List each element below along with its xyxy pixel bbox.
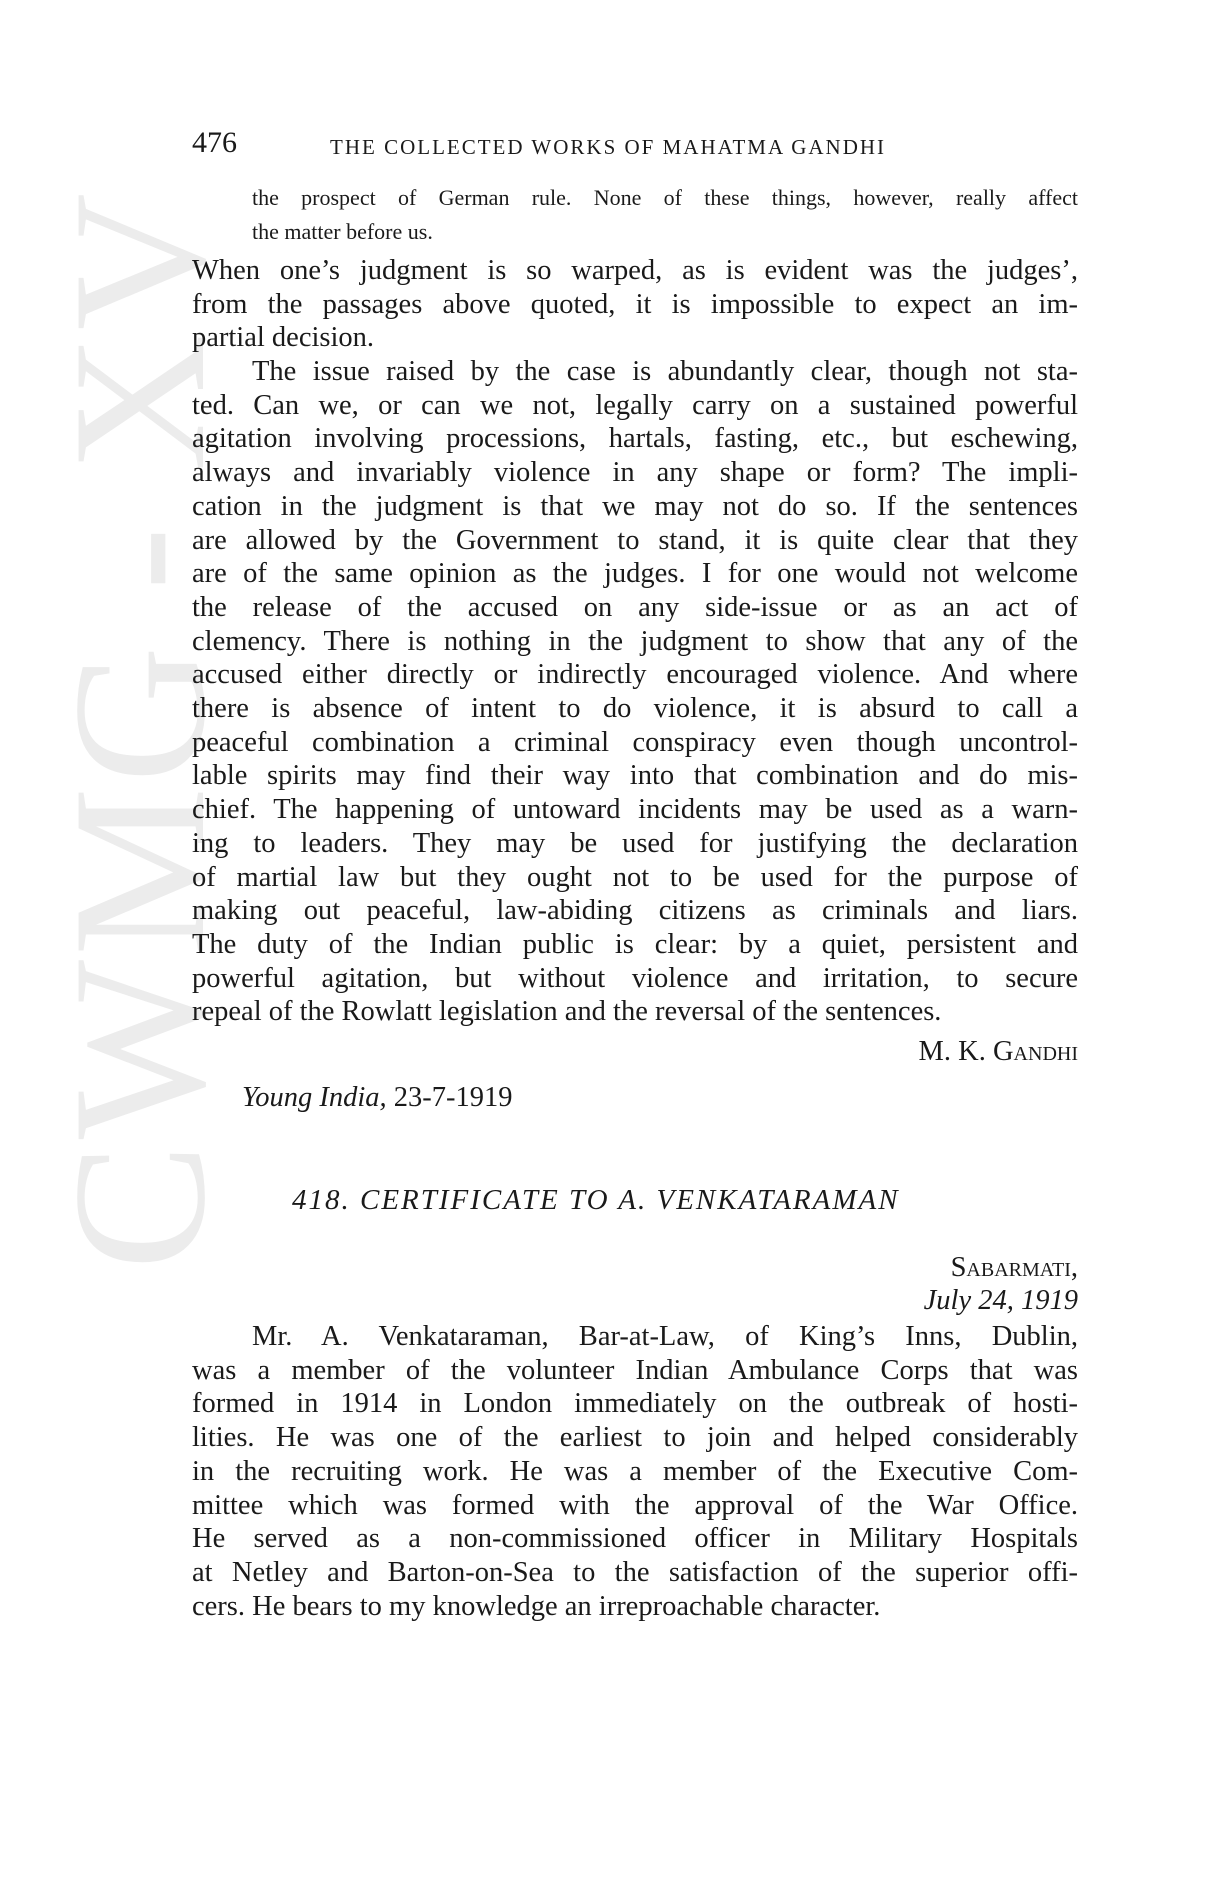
paragraph-issue — [192, 355, 1078, 1029]
text-line: in the recruiting work. He was a member of the Executive Com- — [192, 1455, 1078, 1487]
source-publication: Young India, — [242, 1082, 387, 1113]
text-line: the matter before us. — [252, 219, 433, 244]
text-line: peaceful combination a criminal conspiracy even though uncontrol- — [192, 726, 1078, 758]
text-line: there is absence of intent to do violence, it is absurd to call a — [192, 693, 1078, 725]
text-line: ted. Can we, or can we not, legally carry on a sustained powerful — [192, 389, 1078, 421]
text-line: lities. He was one of the earliest to join and helped considerably — [192, 1422, 1078, 1454]
paragraph-judgment — [192, 254, 1078, 355]
watermark: CWMG - XV — [35, 189, 245, 1270]
source-date: 23-7-1919 — [393, 1082, 513, 1113]
text-line: mittee which was formed with the approval of the War Office. — [192, 1489, 1078, 1521]
text-line: at Netley and Barton-on-Sea to the satisfaction of the superior offi- — [192, 1556, 1078, 1588]
text-line: partial decision. — [192, 322, 375, 354]
text-line: The issue raised by the case is abundantly clear, though not sta- — [252, 356, 1078, 387]
quoted-passage — [252, 181, 1078, 249]
text-line: making out peaceful, law-abiding citizens as criminals and liars. — [192, 895, 1078, 927]
text-line: repeal of the Rowlatt legislation and the reversal of the sentences. — [192, 996, 942, 1028]
text-line: cers. He bears to my knowledge an irreproachable character. — [192, 1590, 881, 1622]
text-line: The duty of the Indian public is clear: by a quiet, persistent and — [192, 928, 1078, 960]
running-title: THE COLLECTED WORKS OF MAHATMA GANDHI — [330, 135, 887, 159]
text-line: lable spirits may find their way into that combination and do mis- — [192, 760, 1078, 792]
text-line: formed in 1914 in London immediately on the outbreak of hosti- — [192, 1388, 1078, 1420]
text-line: from the passages above quoted, it is impossible to expect an im- — [192, 288, 1078, 320]
text-line: are of the same opinion as the judges. I for one would not welcome — [192, 558, 1078, 590]
text-line: the release of the accused on any side-issue or as an act of — [192, 591, 1078, 623]
source-citation — [242, 1082, 513, 1114]
text-line: He served as a non-commissioned officer in Military Hospitals — [192, 1523, 1078, 1555]
text-line: of martial law but they ought not to be used for the purpose of — [192, 861, 1078, 893]
text-line: cation in the judgment is that we may not do so. If the sentences — [192, 490, 1078, 522]
signature: M. K. Gandhi — [918, 1036, 1078, 1067]
text-line: the prospect of German rule. None of these things, however, really affect — [252, 185, 1078, 210]
text-line: powerful agitation, but without violence and irritation, to secure — [192, 962, 1078, 994]
dateline-date: July 24, 1919 — [923, 1285, 1078, 1316]
text-line: clemency. There is nothing in the judgment to show that any of the — [192, 625, 1078, 657]
text-line: accused either directly or indirectly encouraged violence. And where — [192, 659, 1078, 691]
running-head — [192, 126, 1078, 166]
text-line: Mr. A. Venkataraman, Bar-at-Law, of King’s Inns, Dublin, — [252, 1321, 1078, 1352]
section-heading: 418. CERTIFICATE TO A. VENKATARAMAN — [292, 1184, 900, 1216]
text-line: chief. The happening of untoward incidents may be used as a warn- — [192, 794, 1078, 826]
text-line: When one’s judgment is so warped, as is evident was the judges’, — [192, 255, 1078, 286]
paragraph-certificate — [192, 1320, 1078, 1623]
dateline-place: Sabarmati, — [950, 1252, 1078, 1283]
text-line: ing to leaders. They may be used for justifying the declaration — [192, 827, 1078, 859]
text-line: are allowed by the Government to stand, it is quite clear that they — [192, 524, 1078, 556]
text-line: agitation involving processions, hartals, fasting, etc., but eschewing, — [192, 423, 1078, 455]
text-line: always and invariably violence in any shape or form? The impli- — [192, 457, 1078, 489]
text-line: was a member of the volunteer Indian Ambulance Corps that was — [192, 1354, 1078, 1386]
page-number: 476 — [192, 126, 237, 159]
